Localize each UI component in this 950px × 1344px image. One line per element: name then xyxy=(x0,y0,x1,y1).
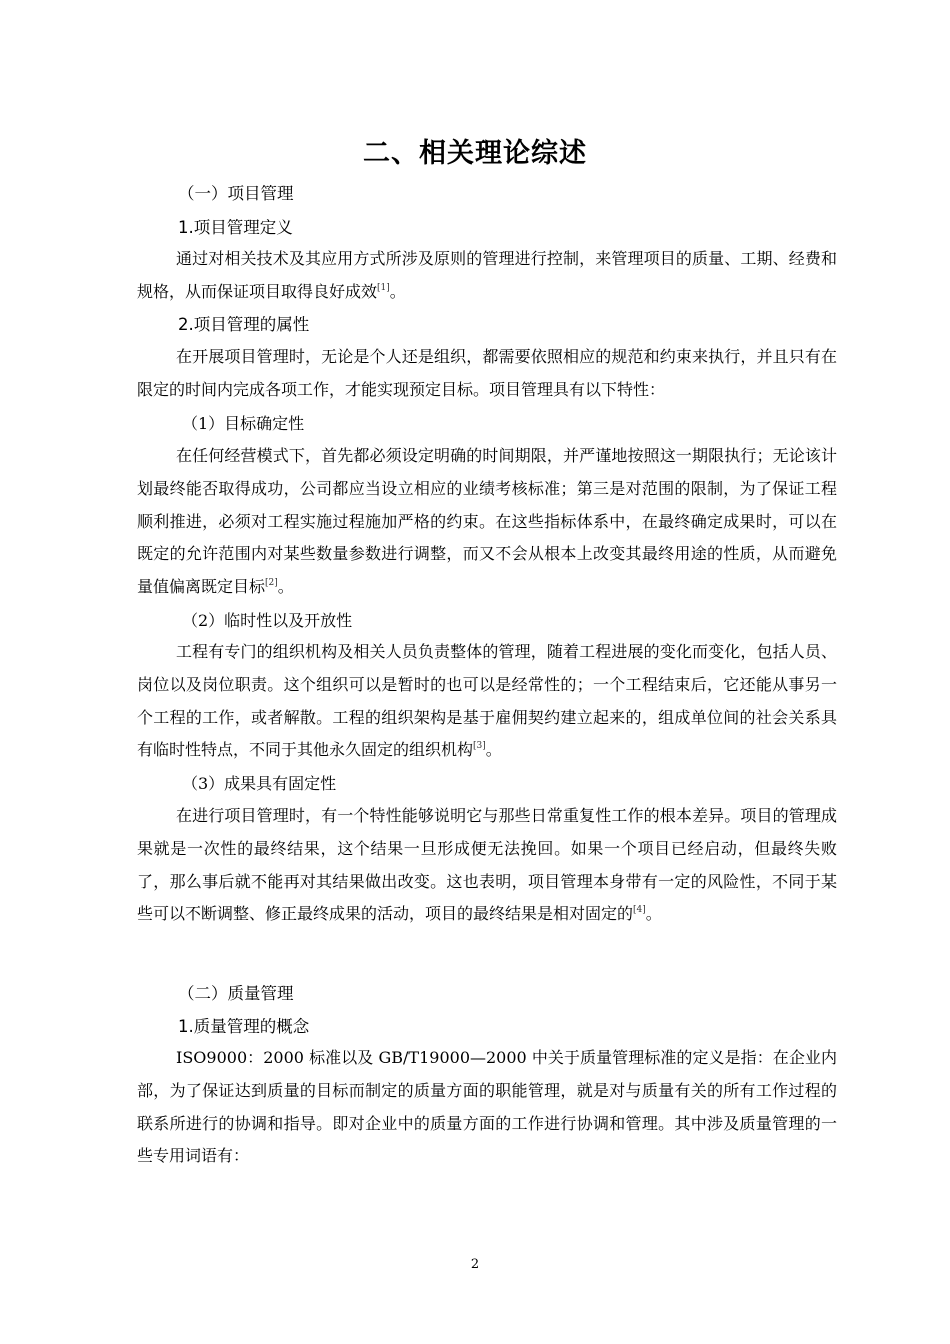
paragraph-end: 。 xyxy=(389,281,406,301)
subheading-definition: 1.项目管理定义 xyxy=(178,218,293,237)
citation-3: [3] xyxy=(473,741,486,752)
citation-1: [1] xyxy=(377,282,390,293)
citation-4: [4] xyxy=(633,905,646,916)
subheading-attributes: 2.项目管理的属性 xyxy=(178,315,310,334)
paragraph-text: 在进行项目管理时，有一个特性能够说明它与那些日常重复性工作的根本差异。项目的管理成果就是一次性的最终结果，这个结果一旦形成便无法挽回。如果一个项目已经启动，但最终失败了，那么事后就不能再对其结果做出改变。这也表明，项目管理本身带有一定的风险性，不同于某些可以不断调整、修正最终成果的活动，项目的最终结果是相对固定的 xyxy=(137,806,837,924)
paragraph-text: 在任何经营模式下，首先都必须设定明确的时间期限，并严谨地按照这一期限执行；无论该计划最终能否取得成功，公司都应当设立相应的业绩考核标准；第三是对范围的限制，为了保证工程顺利推进，必须对工程实施过程施加严格的约束。在这些指标体系中，在最终确定成果时，可以在既定的允许范围内对某些数量参数进行调整，而又不会从根本上改变其最终用途的性质，从而避免量值偏离既定目标 xyxy=(137,446,837,597)
paragraph-text: 工程有专门的组织机构及相关人员负责整体的管理，随着工程进展的变化而变化，包括人员、岗位以及岗位职责。这个组织可以是暂时的也可以是经常性的；一个工程结束后，它还能从事另一个工程的工作，或者解散。工程的组织架构是基于雇佣契约建立起来的，组成单位间的社会关系具有临时性特点，不同于其他永久固定的组织机构 xyxy=(137,642,837,760)
item-heading-temporary: （2）临时性以及开放性 xyxy=(182,611,353,630)
paragraph-end: 。 xyxy=(277,577,294,597)
paragraph-definition xyxy=(137,243,837,309)
paragraph-fixed-result xyxy=(137,800,837,931)
citation-2: [2] xyxy=(265,578,278,589)
paragraph-temporary xyxy=(137,636,837,767)
item-heading-fixed-result: （3）成果具有固定性 xyxy=(182,774,337,793)
page-title: 二、相关理论综述 xyxy=(363,138,587,169)
paragraph-end: 。 xyxy=(645,904,662,924)
subheading-quality-concept: 1.质量管理的概念 xyxy=(178,1017,310,1036)
paragraph-text: 通过对相关技术及其应用方式所涉及原则的管理进行控制，来管理项目的质量、工期、经费和规格，从而保证项目取得良好成效 xyxy=(137,249,837,301)
item-heading-goal: （1）目标确定性 xyxy=(182,414,305,433)
section-heading-project-management: （一）项目管理 xyxy=(178,184,294,203)
paragraph-goal xyxy=(137,440,837,604)
paragraph-end: 。 xyxy=(485,740,502,760)
page-number: 2 xyxy=(470,1257,480,1272)
paragraph-attributes: 在开展项目管理时，无论是个人还是组织，都需要依照相应的规范和约束来执行，并且只有在限定的时间内完成各项工作，才能实现预定目标。项目管理具有以下特性： xyxy=(137,347,837,399)
section-heading-quality-management: （二）质量管理 xyxy=(178,984,294,1003)
paragraph-quality-concept: ISO9000：2000 标准以及 GB/T19000—2000 中关于质量管理标准的定义是指：在企业内部，为了保证达到质量的目标而制定的质量方面的职能管理，就是对与质量有关的所有工作过程的联系所进行的协调和指导。即对企业中的质量方面的工作进行协调和管理。其中涉及质量管理的一些专用词语有： xyxy=(137,1048,837,1166)
